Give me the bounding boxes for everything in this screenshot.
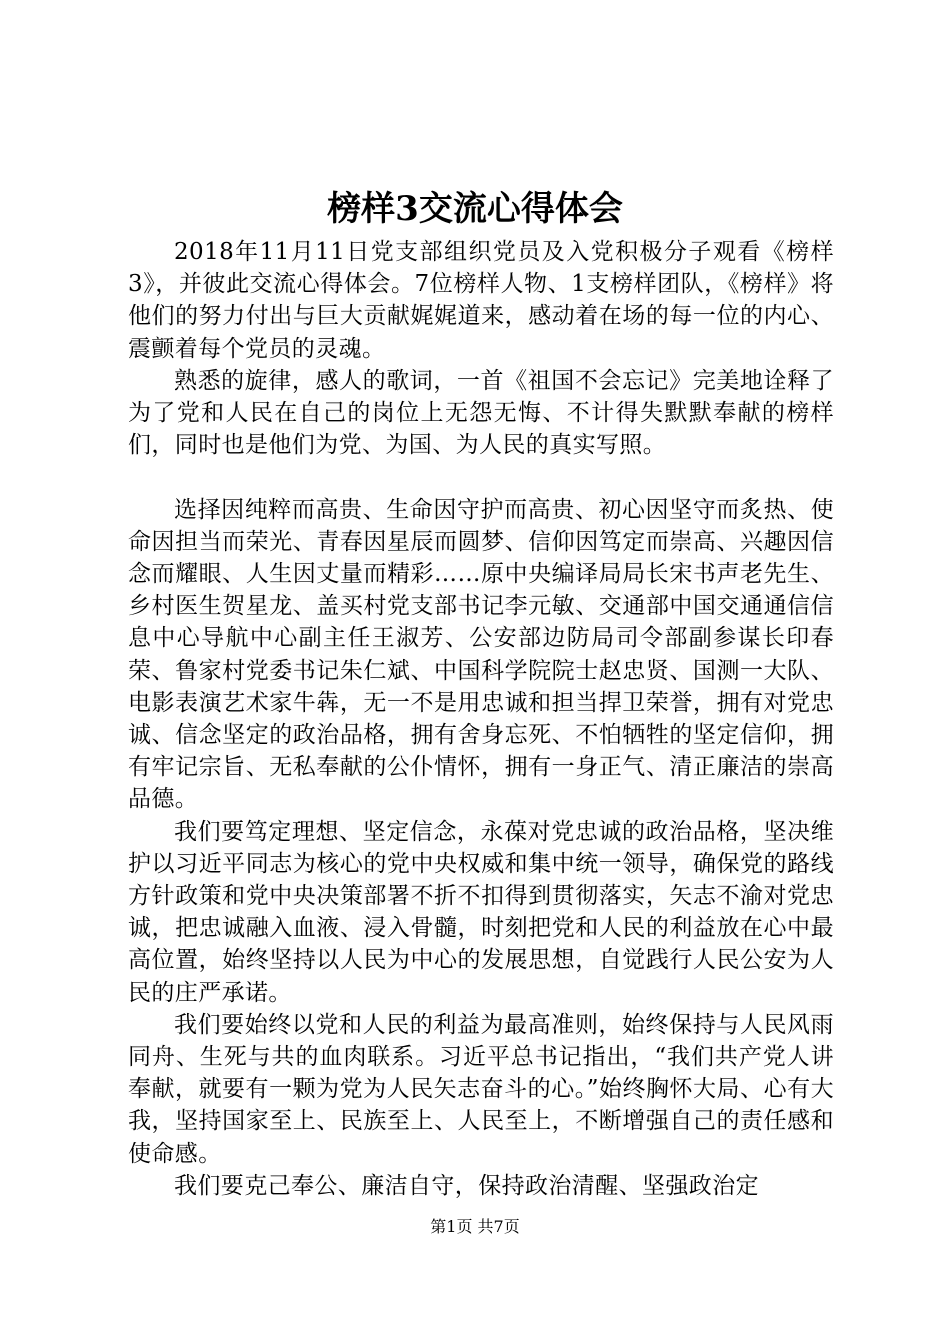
page-number-footer: 第1页 共7页 [430,1217,520,1236]
document-title: 榜样3交流心得体会 [327,189,623,229]
document-body [128,236,834,1202]
paragraph-2: 熟悉的旋律，感人的歌词，一首《祖国不会忘记》完美地诠释了为了党和人民在自己的岗位上无怨无悔、不计得失默默奉献的榜样们，同时也是他们为党、为国、为人民的真实写照。 [128,367,834,459]
paragraph-4: 我们要笃定理想、坚定信念，永葆对党忠诚的政治品格，坚决维护以习近平同志为核心的党中央权威和集中统一领导，确保党的路线方针政策和党中央决策部署不折不扣得到贯彻落实，矢志不渝对党忠诚，把忠诚融入血液、浸入骨髓，时刻把党和人民的利益放在心中最高位置，始终坚持以人民为中心的发展思想，自觉践行人民公安为人民的庄严承诺。 [128,818,834,1006]
paragraph-1: 2018年11月11日党支部组织党员及入党积极分子观看《榜样3》，并彼此交流心得体会。7位榜样人物、1支榜样团队，《榜样》将他们的努力付出与巨大贡献娓娓道来，感动着在场的每一位的内心、震颤着每个党员的灵魂。 [128,239,834,362]
paragraph-3: 选择因纯粹而高贵、生命因守护而高贵、初心因坚守而炙热、使命因担当而荣光、青春因星辰而圆梦、信仰因笃定而崇高、兴趣因信念而耀眼、人生因丈量而精彩……原中央编译局局长宋书声老先生、乡村医生贺星龙、盖买村党支部书记李元敏、交通部中国交通通信信息中心导航中心副主任王淑芳、公安部边防局司令部副参谋长印春荣、鲁家村党委书记朱仁斌、中国科学院院士赵忠贤、国测一大队、电影表演艺术家牛犇，无一不是用忠诚和担当捍卫荣誉，拥有对党忠诚、信念坚定的政治品格，拥有舍身忘死、不怕牺牲的坚定信仰，拥有牢记宗旨、无私奉献的公仆情怀，拥有一身正气、清正廉洁的崇高品德。 [128,496,834,813]
paragraph-spacer [128,461,834,493]
paragraph-5: 我们要始终以党和人民的利益为最高准则，始终保持与人民风雨同舟、生死与共的血肉联系。习近平总书记指出，“我们共产党人讲奉献，就要有一颗为党为人民矢志奋斗的心。”始终胸怀大局、心有大我，坚持国家至上、民族至上、人民至上，不断增强自己的责任感和使命感。 [128,1011,834,1167]
paragraph-6: 我们要克己奉公、廉洁自守，保持政治清醒、坚强政治定 [174,1172,759,1199]
